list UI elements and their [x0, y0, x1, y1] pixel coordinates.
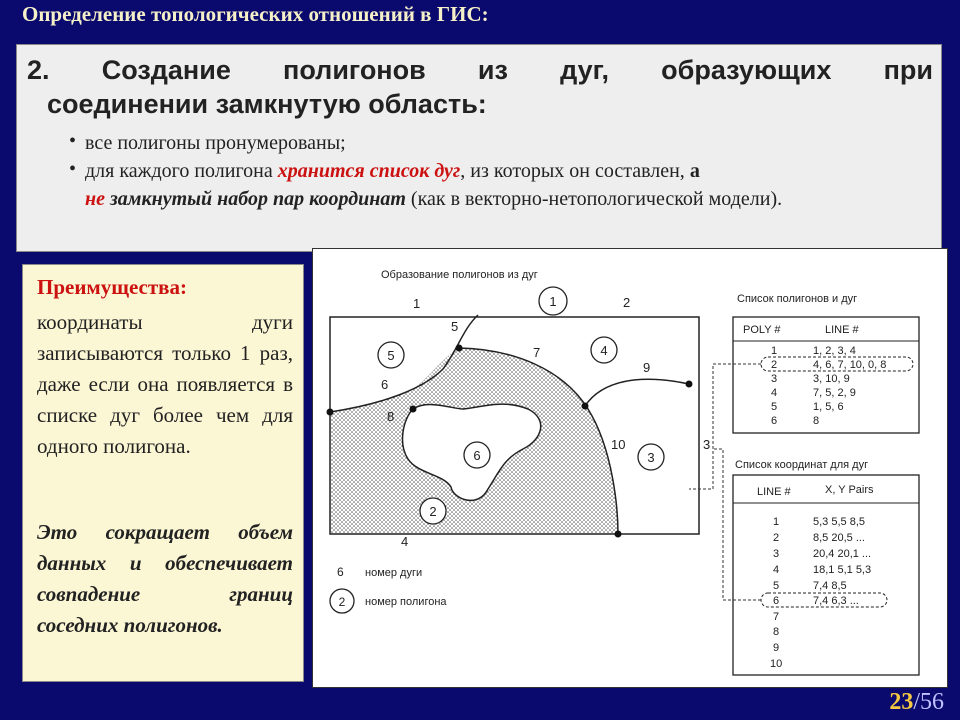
- advantages-box: [22, 264, 304, 682]
- coord-table-cell: 4: [773, 564, 780, 576]
- advantages-emphasis: Это сокращает объем данных и обеспечивает совпадение границ соседних полигонов.: [37, 520, 293, 637]
- arc-9: [585, 379, 689, 406]
- heading-word: при: [883, 55, 933, 85]
- polygon-label: 1: [549, 294, 557, 309]
- coord-table-cell: 1: [773, 516, 780, 528]
- bullet-text: все полигоны пронумерованы;: [85, 132, 346, 154]
- heading-number: 2.: [27, 55, 50, 85]
- page-total: /56: [913, 689, 944, 715]
- advantages-title: Преимущества:: [37, 275, 188, 299]
- coord-table-cell: 6: [773, 595, 780, 607]
- polygon-diagram-panel: [312, 248, 948, 688]
- heading-line-1: [27, 53, 933, 87]
- page-current: 23: [889, 689, 914, 715]
- bullet-item: [69, 129, 935, 157]
- coord-table-cell: 5,3 5,5 8,5: [813, 516, 865, 528]
- coord-table-cell: 8,5 20,5 ...: [813, 532, 865, 544]
- poly-table-cell: 1, 2, 3, 4: [813, 345, 856, 357]
- arc-label: 9: [643, 360, 651, 375]
- poly-table-header: POLY #: [743, 324, 781, 336]
- arc-label: 6: [381, 377, 389, 392]
- heading-word: Создание: [101, 55, 231, 85]
- poly-table-header: LINE #: [825, 324, 859, 336]
- poly-table-cell: 1, 5, 6: [813, 401, 844, 413]
- page-counter: [889, 689, 944, 716]
- legend-arc-number: 6: [337, 565, 344, 579]
- arc-label: 1: [413, 296, 421, 311]
- coord-table-cell: 20,4 20,1 ...: [813, 548, 872, 560]
- poly-table-cell: 8: [813, 415, 820, 427]
- coord-table-cell: 7,4 6,3 ...: [813, 595, 859, 607]
- node: [456, 345, 463, 352]
- arc-label: 3: [703, 437, 711, 452]
- legend-polygon-text: номер полигона: [365, 596, 447, 608]
- polygon-label: 6: [473, 448, 481, 463]
- polygon-label: 2: [429, 504, 437, 519]
- slide-title: Определение топологических отношений в ГИС:: [22, 2, 489, 26]
- node: [327, 409, 334, 416]
- highlight-text: хранится список дуг: [277, 160, 461, 182]
- arc-label: 7: [533, 345, 541, 360]
- coord-table-cell: 5: [773, 580, 780, 592]
- poly-table-cell: 4: [771, 387, 778, 399]
- heading-line-2: соединении замкнутую область:: [47, 89, 487, 119]
- node: [686, 381, 693, 388]
- poly-table-cell: 3: [771, 373, 778, 385]
- coord-table-cell: 9: [773, 642, 780, 654]
- main-statement-box: [16, 44, 942, 252]
- heading-word: полигонов: [283, 55, 426, 85]
- poly-table-cell: 1: [771, 345, 778, 357]
- poly-table-cell: 6: [771, 415, 778, 427]
- arc-label: 8: [387, 409, 395, 424]
- node: [410, 406, 417, 413]
- arc-label: 4: [401, 534, 409, 549]
- heading-word: дуг,: [560, 55, 609, 85]
- arc-label: 2: [623, 295, 631, 310]
- arc-label: 10: [611, 437, 626, 452]
- arc-label: 5: [451, 319, 459, 334]
- legend-polygon-number: 2: [338, 595, 346, 609]
- poly-table-cell: 3, 10, 9: [813, 373, 850, 385]
- poly-table-cell: 4, 6, 7, 10, 0, 8: [813, 359, 887, 371]
- coord-table-cell: 2: [773, 532, 780, 544]
- highlight-text: не: [85, 188, 105, 210]
- coord-table-cell: 7: [773, 611, 780, 623]
- coord-table-title: Список координат для дуг: [735, 459, 869, 471]
- coord-table-header: LINE #: [757, 486, 791, 498]
- polygon-label: 4: [600, 343, 608, 358]
- polygon-label: 5: [387, 348, 395, 363]
- section-heading: [27, 53, 933, 121]
- poly-table-cell: 2: [771, 359, 778, 371]
- node: [615, 531, 622, 538]
- coord-table-cell: 3: [773, 548, 780, 560]
- poly-table-cell: 7, 5, 2, 9: [813, 387, 856, 399]
- coord-table-cell: 8: [773, 626, 780, 638]
- bullet-text: (как в векторно-нетопологической модели).: [405, 188, 783, 210]
- coord-table-cell: 10: [770, 658, 783, 670]
- coord-table-cell: 18,1 5,1 5,3: [813, 564, 872, 576]
- coord-table-cell: 7,4 8,5: [813, 580, 847, 592]
- bullet-item: [69, 157, 935, 213]
- bold-italic-text: замкнутый набор пар координат: [104, 188, 406, 210]
- advantages-text: координаты дуги записываются только 1 раз, даже если она появляется в списке дуг более чем для одного полигона.: [37, 310, 293, 458]
- heading-word: образующих: [661, 55, 832, 85]
- coord-table-header: X, Y Pairs: [825, 484, 874, 496]
- heading-word: из: [477, 55, 508, 85]
- legend-arc-text: номер дуги: [365, 567, 423, 579]
- node: [582, 403, 589, 410]
- diagram-caption: Образование полигонов из дуг: [381, 269, 538, 281]
- poly-table-title: Список полигонов и дуг: [737, 293, 858, 305]
- bold-text: а: [689, 160, 700, 182]
- bullet-text: для каждого полигона: [85, 160, 278, 182]
- polygon-diagram: [313, 249, 947, 687]
- polygon-label: 3: [647, 450, 655, 465]
- bullet-text: , из которых он составлен,: [460, 160, 690, 182]
- bullet-list: [69, 129, 935, 213]
- poly-table-cell: 5: [771, 401, 778, 413]
